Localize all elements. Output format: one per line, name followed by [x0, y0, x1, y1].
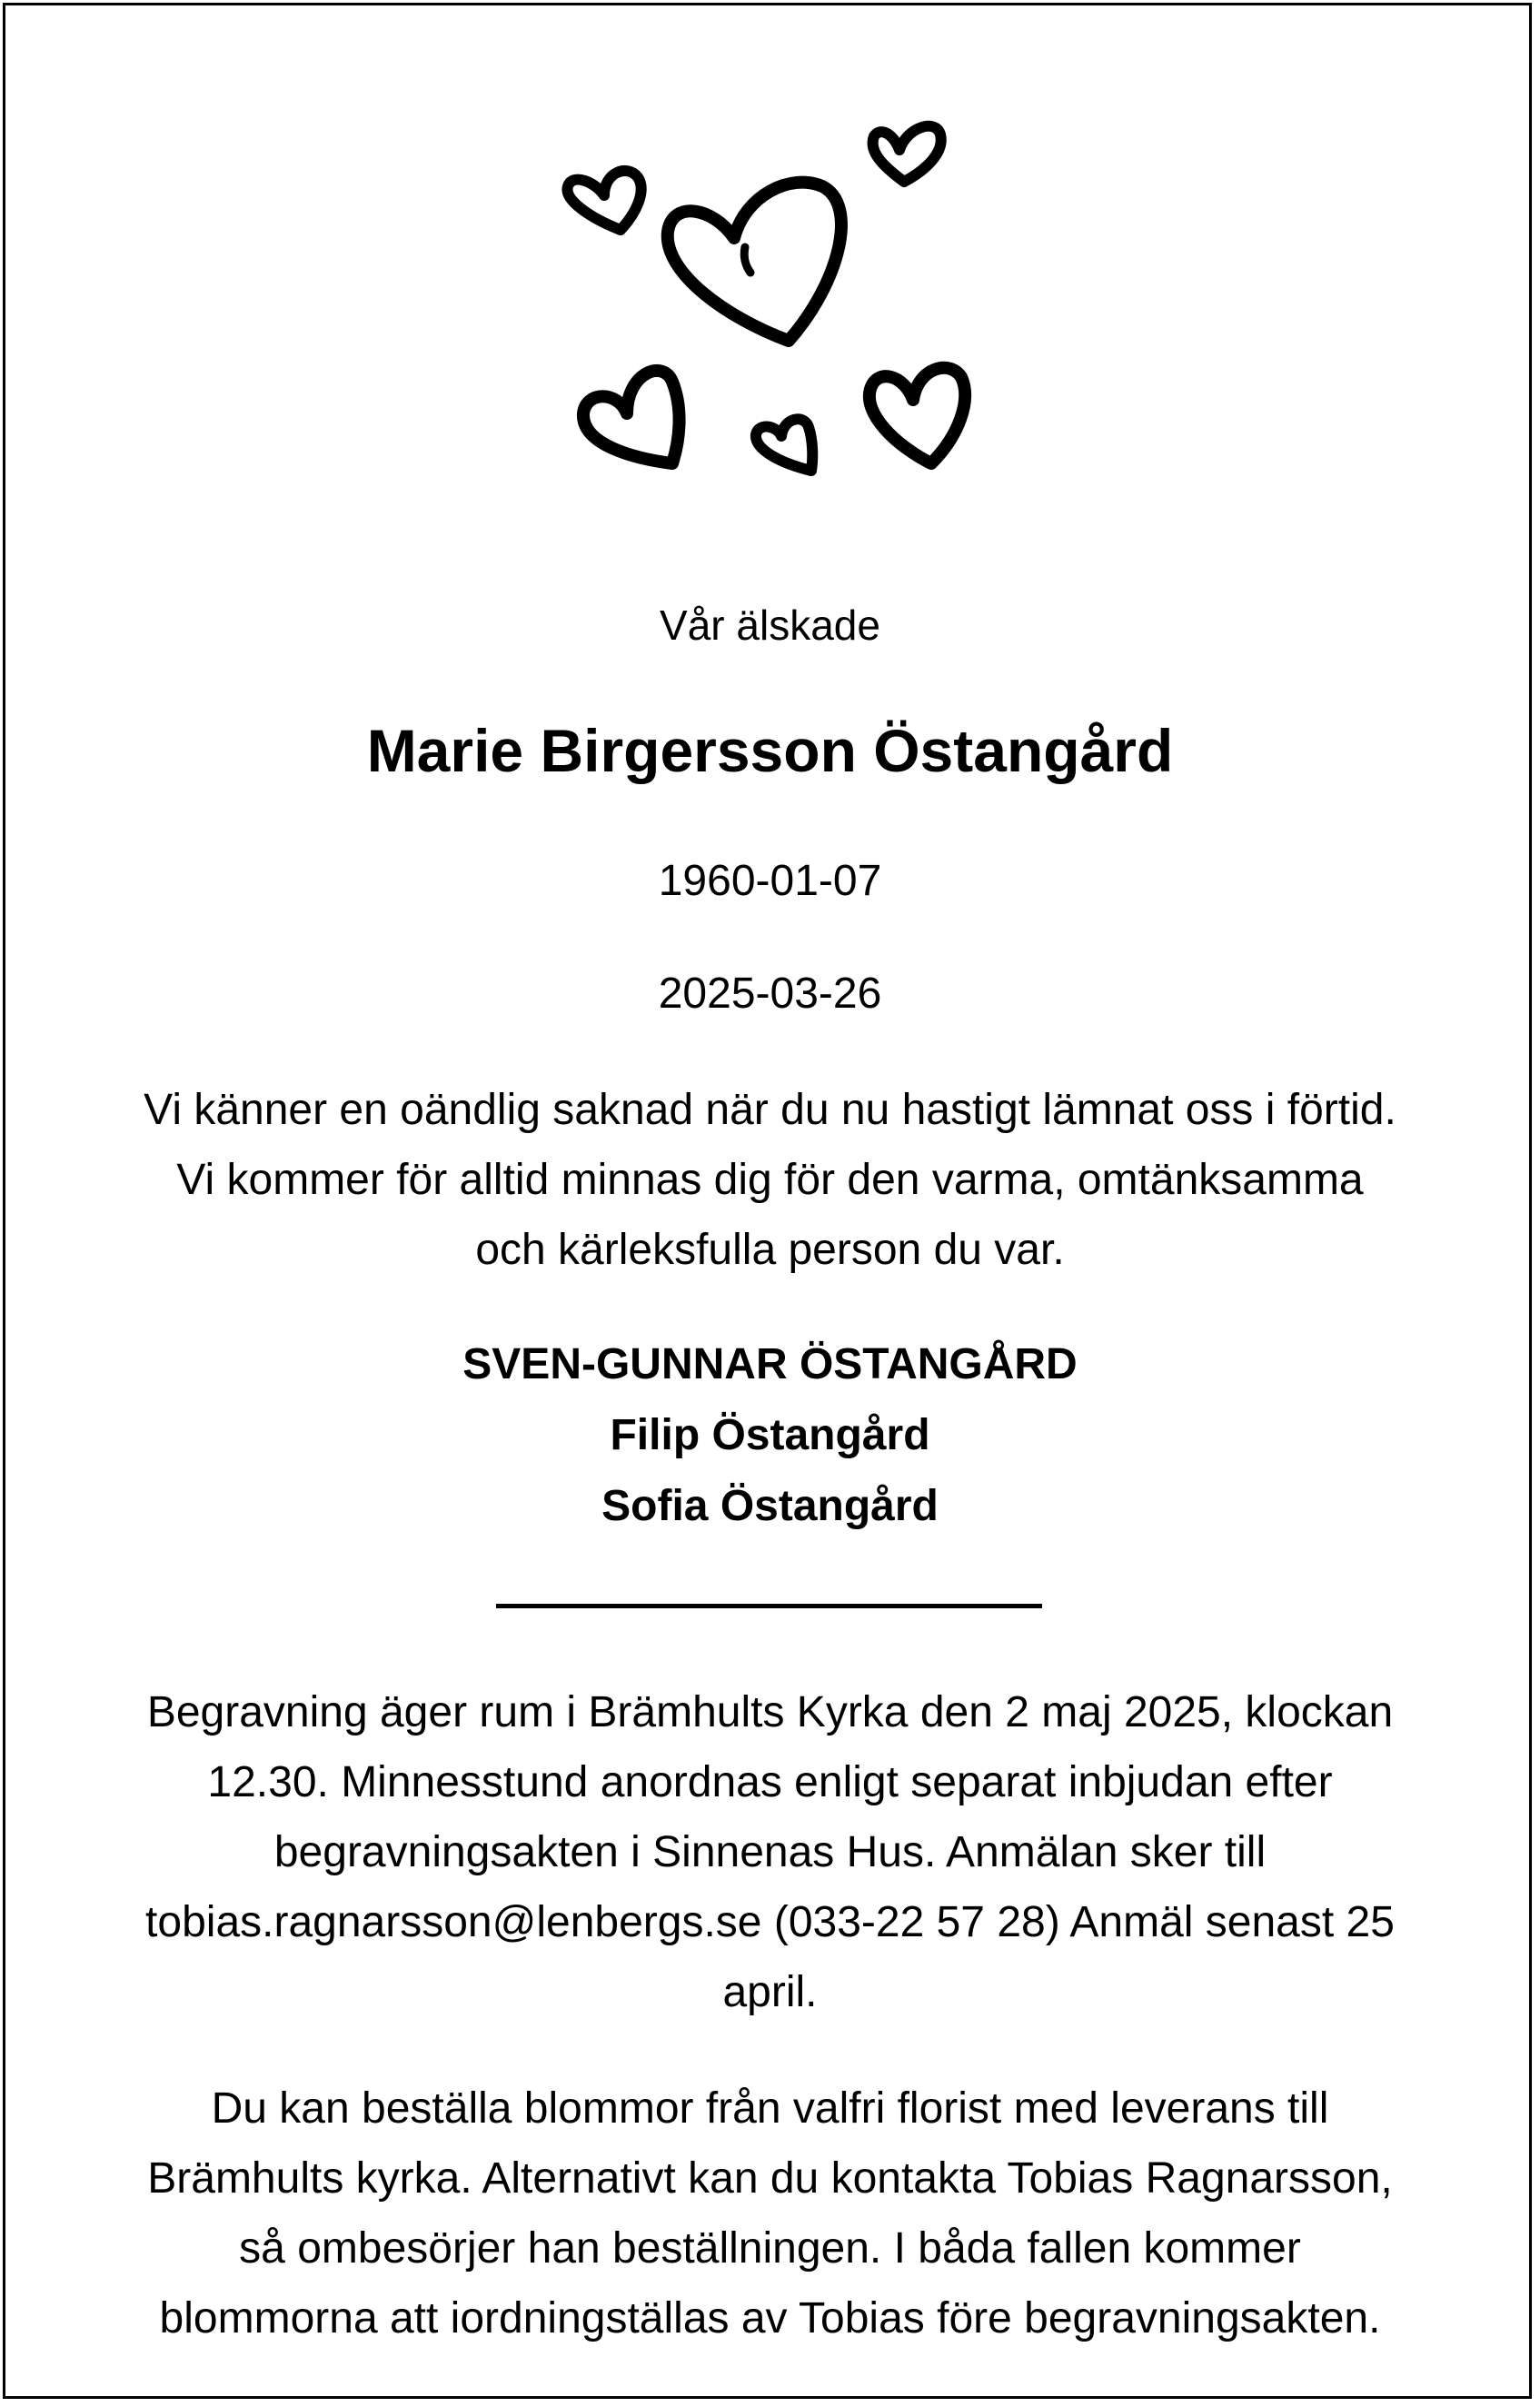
message-line: Vi kommer för alltid minnas dig för den varma, omtänksamma [176, 1156, 1364, 1204]
funeral-info-line: tobias.ragnarsson@lenbergs.se (033-22 57 28) Anmäl senast 25 [145, 1898, 1395, 1946]
heart-bottom-right-icon [869, 368, 965, 463]
flowers-info-line: blommorna att iordningställas av Tobias före begravningsakten. [159, 2294, 1381, 2342]
mourner-name: Sofia Östangård [601, 1482, 939, 1530]
flowers-info-line: Brämhults kyrka. Alternativt kan du kontakta Tobias Ragnarsson, [147, 2154, 1393, 2203]
heart-small-left-icon [567, 171, 641, 230]
intro-text: Vår älskade [660, 602, 880, 649]
heart-bottom-middle-icon [756, 419, 812, 471]
funeral-info-line: begravningsakten i Sinnenas Hus. Anmälan sker till [273, 1828, 1267, 1876]
hearts-icon [0, 0, 1540, 509]
flowers-info-line: så ombesörjer han beställningen. I båda fallen kommer [239, 2224, 1301, 2273]
message-line: och kärleksfulla person du var. [475, 1226, 1065, 1274]
funeral-info-line: 12.30. Minnesstund anordnas enligt separat inbjudan efter [207, 1758, 1333, 1806]
funeral-info [0, 1677, 1540, 2027]
flowers-info [0, 2074, 1540, 2353]
flowers-info-line: Du kan beställa blommor från valfri florist med leverans till [211, 2084, 1329, 2133]
deceased-name: Marie Birgersson Östangård [366, 717, 1174, 784]
birth-date: 1960-01-07 [658, 857, 882, 905]
mourner-name: SVEN-GUNNAR ÖSTANGÅRD [462, 1340, 1078, 1388]
message-line: Vi känner en oändlig saknad när du nu hastigt lämnat oss i förtid. [144, 1086, 1396, 1134]
funeral-info-line: april. [722, 1968, 818, 2016]
death-date: 2025-03-26 [658, 970, 882, 1018]
mourners-list [0, 1329, 1540, 1542]
mourner-name: Filip Östangård [610, 1411, 930, 1459]
heart-bottom-left-icon [583, 371, 680, 463]
heart-large-icon [668, 183, 841, 341]
funeral-info-line: Begravning äger rum i Brämhults Kyrka den 2 maj 2025, klockan [146, 1688, 1394, 1736]
divider-line [496, 1604, 1042, 1608]
heart-small-right-icon [873, 126, 941, 182]
memorial-message [0, 1075, 1540, 1285]
